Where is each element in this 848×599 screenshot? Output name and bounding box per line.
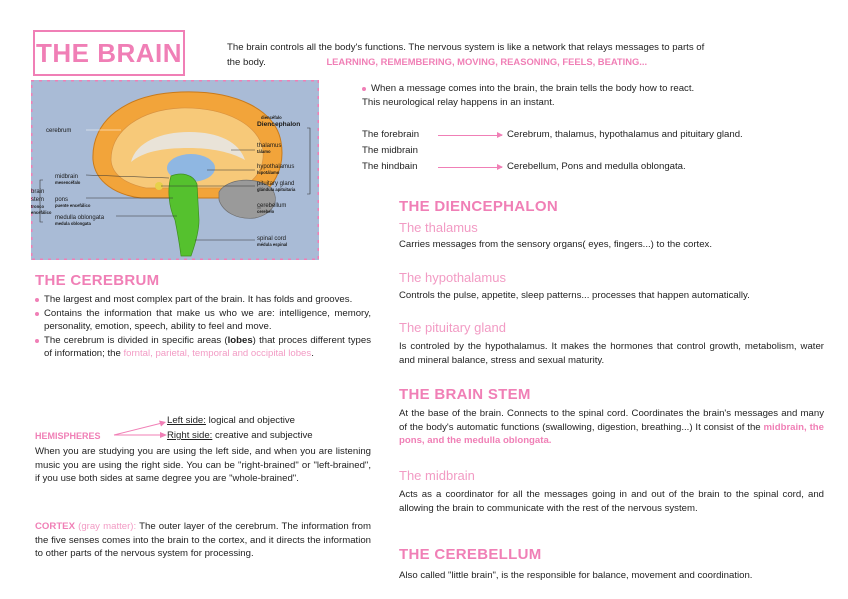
thalamus-text: Carries messages from the sensory organs( eyes, fingers...) to the cortex. [399,239,712,250]
brainstem-parts: midbrain, the pons, and the medulla oblongata. [399,421,824,447]
b3-b: ) that proces different types of information; the [44,334,371,360]
midbrain-text: Acts as a coordinator for all the messages going in and out of the brain to the spinal cord, and allowing the brain to communicate with the rest of the nervous system. [399,489,824,514]
cerebellum-heading: THE CEREBELLUM [399,546,542,563]
label-cerebellum: cerebellum [257,203,287,209]
relay-intro [362,82,822,109]
label-cerebellum-es: cerebelo [257,209,275,214]
cortex-paragraph [35,520,371,561]
intro-line2-row [227,55,827,70]
left-side [167,414,295,428]
page-title-box [33,30,185,76]
label-cerebrum: cerebrum [46,128,72,134]
hindbrain-label: The hindbain [362,161,418,172]
label-midbrain-es: mesencéfalo [55,180,81,185]
hemispheres-label: HEMISPHERES [35,431,101,441]
brain-functions: LEARNING, REMEMBERING, MOVING, REASONING, FEELS, BEATING... [326,55,648,67]
cerebrum-bullet-2: Contains the information that make us who we are: intelligence, memory, personality, emotion, speech, ability to feel and move. [35,307,371,334]
label-brain: brain [31,189,45,195]
cerebrum-bullet-1: The largest and most complex part of the brain. It has folds and grooves. [35,293,371,307]
label-medulla: medulla oblongata [55,215,105,221]
label-medulla-es: medula oblongata [55,221,91,226]
b3-lobes-list: forntal, parietal, temporal and occipital lobes [123,348,312,360]
hemispheres-paragraph: When you are studying you are using the left side, and when you are listening music you are using the right side. You can be "right-brained" or "left-brained", if you use both sides at same degree you are "whole-brained". [35,446,371,485]
label-pituitary-es: glándula apituitaria [257,187,296,192]
relay-line2: This neurological relay happens in an instant. [362,96,555,108]
hindbrain-parts: Cerebellum, Pons and medulla oblongata. [507,161,686,172]
label-pons: pons [55,197,69,203]
left-side-label: Left side: [167,415,206,426]
pituitary-text: Is controled by the hypothalamus. It makes the hormones that control growth, metabolism, water and mineral balance, stress and sexual maturity. [399,341,824,366]
hypothalamus-heading: The hypothalamus [399,270,506,285]
brainstem-heading: THE BRAIN STEM [399,386,531,403]
label-pons-es: puente encefálico [55,203,91,208]
label-stem-es2: encefálico [31,210,52,215]
brainstem-text [399,407,824,448]
intro [227,41,827,69]
intro-line2: the body. [227,56,266,68]
page-title: THE BRAIN [35,37,183,68]
brain-diagram-svg [31,80,319,260]
cerebrum-bullets [35,293,371,361]
label-stem: stem [31,197,45,203]
cerebellum-text: Also called "little brain", is the responsible for balance, movement and coordination. [399,570,753,581]
b3-lobes: lobes [227,334,253,346]
label-hypothalamus: hypothalamus [257,164,295,170]
pituitary-heading: The pituitary gland [399,320,506,335]
cortex-gray-matter: (gray matter): [74,521,137,532]
forebrain-label: The forebrain [362,129,420,140]
right-side-label: Right side: [167,430,213,441]
hemisphere-arrows [112,417,168,439]
label-pituitary: pituitary gland [257,181,295,187]
label-spinal-cord: spinal cord [257,236,287,242]
left-side-text: logical and objective [205,415,296,426]
midbrain-heading: The midbrain [399,468,475,483]
diencephalon-heading: THE DIENCEPHALON [399,198,558,215]
intro-line1: The brain controls all the body's functions. The nervous system is like a network that relays messages to parts of [227,42,705,53]
b3-c: . [311,348,314,360]
label-thalamus: thalamus [257,143,282,149]
forebrain-arrow [438,135,502,136]
relay-line1: When a message comes into the brain, the brain tells the body how to react. [362,82,822,96]
right-side-text: creative and subjective [212,430,313,441]
label-hypothalamus-es: hipotálamo [257,170,280,175]
right-side [167,429,313,443]
thalamus-heading: The thalamus [399,220,478,235]
label-diencephalon-es: diencéfalo [261,115,282,120]
cerebrum-heading: THE CEREBRUM [35,272,160,289]
label-thalamus-es: tálamo [257,149,271,154]
b3-a: The cerebrum is divided in specific areas ( [44,334,228,346]
forebrain-parts: Cerebrum, thalamus, hypothalamus and pituitary gland. [507,129,743,140]
label-midbrain: midbrain [55,174,79,180]
cerebrum-bullet-3 [35,334,371,361]
label-diencephalon: Diencephalon [257,121,301,128]
brain-diagram [31,80,319,260]
label-spinal-cord-es: médula espinal [257,242,288,247]
cortex-text: The outer layer of the cerebrum. The information from the five senses comes into the brain to the cortex, and it directs the information to other parts of the nervous system for processing. [35,521,371,560]
hypothalamus-text: Controls the pulse, appetite, sleep patterns... processes that happen automatically. [399,290,750,301]
midbrain-label: The midbrain [362,145,418,156]
cortex-label: CORTEX [35,521,75,532]
label-stem-es1: tronco [31,204,45,209]
brainstem-text-a: At the base of the brain. Connects to the spinal cord. Coordinates the brain's messages and many of the body's automatic functions (swallowing, digestion, breathing...) It consist of the [399,408,824,433]
hindbrain-arrow [438,167,502,168]
